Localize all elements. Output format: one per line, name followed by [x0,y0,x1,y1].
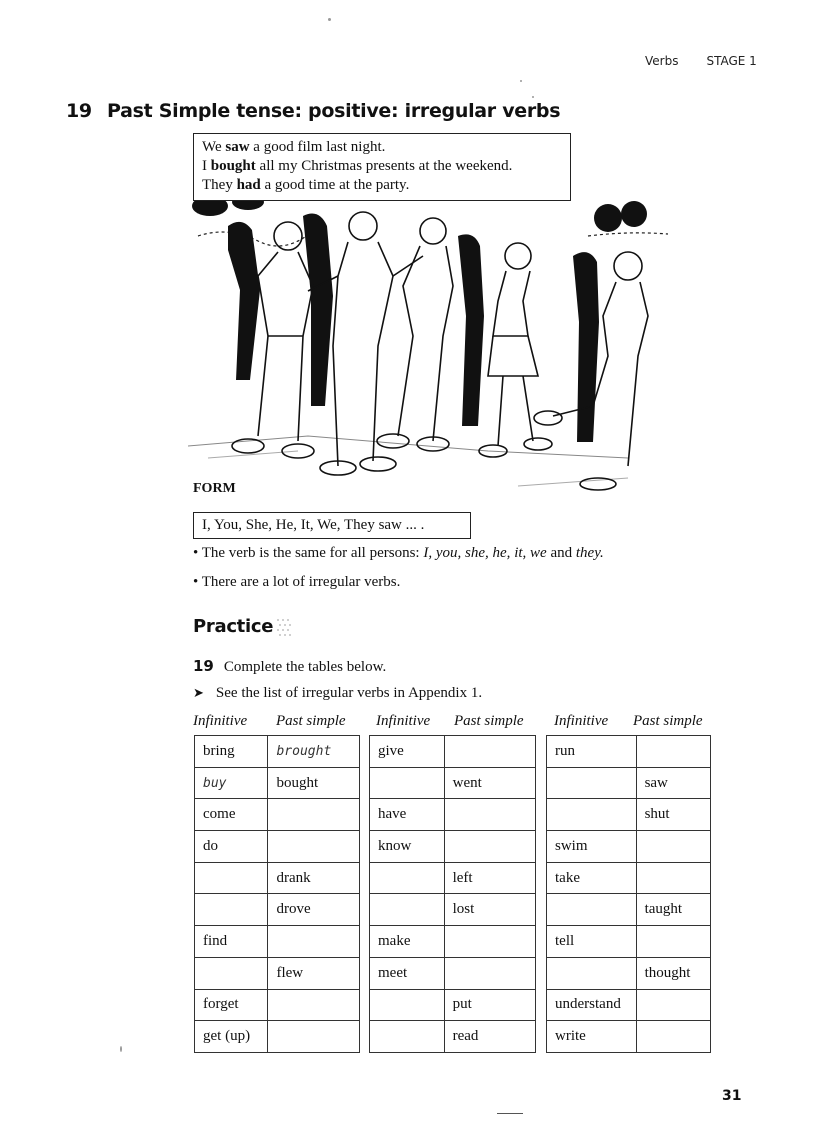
answer-blank-cell[interactable] [268,926,360,958]
infinitive-cell: take [547,862,637,894]
infinitive-cell: meet [370,957,445,989]
verb-table-2 [369,735,536,1053]
infinitive-cell: give [370,736,445,768]
infinitive-cell: forget [195,989,268,1021]
halftone-decoration-icon [275,617,293,637]
verb-table-1 [194,735,360,1053]
answer-blank-cell[interactable] [636,989,710,1021]
infinitive-cell: know [370,831,445,863]
past-simple-cell: went [444,767,535,799]
form-bullet-irregular: • There are a lot of irregular verbs. [193,574,401,590]
practice-heading-text: Practice [193,616,274,637]
form-pattern-box: I, You, She, He, It, We, They saw ... . [193,512,471,539]
table-row [547,736,711,768]
table-row [370,831,536,863]
table-row [547,1021,711,1053]
past-simple-cell: flew [268,957,360,989]
answer-blank-cell[interactable] [370,989,445,1021]
answer-blank-cell[interactable] [195,894,268,926]
column-headings [193,713,723,733]
table-row [547,989,711,1021]
infinitive-cell: bring [195,736,268,768]
table-row [547,767,711,799]
answer-blank-cell[interactable] [268,799,360,831]
answer-blank-cell[interactable] [636,862,710,894]
example-line: They had a good time at the party. [202,177,410,193]
past-simple-cell: shut [636,799,710,831]
answer-blank-cell[interactable] [268,1021,360,1053]
answer-blank-cell[interactable] [195,957,268,989]
answer-blank-cell[interactable] [370,894,445,926]
answer-blank-cell[interactable] [444,926,535,958]
answer-blank-cell[interactable] [547,957,637,989]
infinitive-cell: write [547,1021,637,1053]
answer-blank-cell[interactable] [444,831,535,863]
table-row [547,894,711,926]
table-row [547,799,711,831]
past-simple-cell: put [444,989,535,1021]
unit-number: 19 [66,100,92,122]
infinitive-cell: buy [195,767,268,799]
table-row [547,926,711,958]
footer-rule [497,1113,523,1114]
balloon-shape [594,204,622,232]
past-simple-cell: left [444,862,535,894]
answer-blank-cell[interactable] [636,1021,710,1053]
past-simple-cell: thought [636,957,710,989]
table-row [370,736,536,768]
answer-blank-cell[interactable] [268,989,360,1021]
past-simple-cell: drank [268,862,360,894]
answer-blank-cell[interactable] [636,831,710,863]
answer-blank-cell[interactable] [370,767,445,799]
table-row [370,894,536,926]
past-simple-cell: saw [636,767,710,799]
col-head-past-simple: Past simple [633,713,703,729]
infinitive-cell: come [195,799,268,831]
running-header [645,54,757,68]
example-line: We saw a good film last night. [202,139,386,155]
exercise-note: ➤ See the list of irregular verbs in Appendix 1. [193,685,483,701]
balloon-shape [621,201,647,227]
table-row [195,736,360,768]
practice-heading [193,616,293,637]
answer-blank-cell[interactable] [195,862,268,894]
header-section: Verbs [645,54,679,68]
form-bullet-persons: • The verb is the same for all persons: I, you, she, he, it, we and they. [193,545,604,561]
infinitive-cell: run [547,736,637,768]
infinitive-cell: swim [547,831,637,863]
table-row [370,767,536,799]
table-row [195,894,360,926]
answer-blank-cell[interactable] [547,799,637,831]
exercise-number: 19 [193,657,214,675]
table-row [195,799,360,831]
past-simple-cell: brought [268,736,360,768]
past-simple-cell: lost [444,894,535,926]
past-simple-cell: read [444,1021,535,1053]
col-head-infinitive: Infinitive [193,713,248,729]
answer-blank-cell[interactable] [370,862,445,894]
table-row [195,1021,360,1053]
answer-blank-cell[interactable] [547,767,637,799]
table-row [195,831,360,863]
col-head-infinitive: Infinitive [376,713,431,729]
table-row [370,1021,536,1053]
table-row [547,831,711,863]
exercise-instruction: 19 Complete the tables below. [193,657,387,675]
table-row [370,957,536,989]
answer-blank-cell[interactable] [547,894,637,926]
infinitive-cell: tell [547,926,637,958]
arrow-icon: ➤ [193,685,204,700]
col-head-past-simple: Past simple [454,713,524,729]
table-row [195,767,360,799]
page-number: 31 [722,1088,742,1104]
verb-table-3 [546,735,711,1053]
example-line: I bought all my Christmas presents at the weekend. [202,158,513,174]
example-verb: saw [225,139,250,155]
col-head-past-simple: Past simple [276,713,346,729]
table-row [195,989,360,1021]
header-stage: STAGE 1 [706,54,757,68]
table-row [370,926,536,958]
answer-blank-cell[interactable] [268,831,360,863]
form-label: FORM [193,481,236,496]
answer-blank-cell[interactable] [444,799,535,831]
answer-blank-cell[interactable] [444,736,535,768]
past-simple-cell: drove [268,894,360,926]
answer-blank-cell[interactable] [370,1021,445,1053]
table-row [370,799,536,831]
unit-title [66,100,560,122]
table-row [370,862,536,894]
table-row [195,957,360,989]
answer-blank-cell[interactable] [636,926,710,958]
table-row [370,989,536,1021]
example-verb: bought [210,158,256,174]
past-simple-cell: taught [636,894,710,926]
table-row [547,862,711,894]
col-head-infinitive: Infinitive [554,713,609,729]
answer-blank-cell[interactable] [444,957,535,989]
table-row [547,957,711,989]
infinitive-cell: get (up) [195,1021,268,1053]
table-row [195,862,360,894]
answer-blank-cell[interactable] [636,736,710,768]
party-illustration [188,196,678,496]
example-verb: had [236,177,261,193]
table-row [195,926,360,958]
past-simple-cell: bought [268,767,360,799]
infinitive-cell: make [370,926,445,958]
infinitive-cell: have [370,799,445,831]
unit-title-text: Past Simple tense: positive: irregular verbs [107,100,561,122]
infinitive-cell: find [195,926,268,958]
infinitive-cell: do [195,831,268,863]
infinitive-cell: understand [547,989,637,1021]
example-sentences-box [193,133,571,201]
